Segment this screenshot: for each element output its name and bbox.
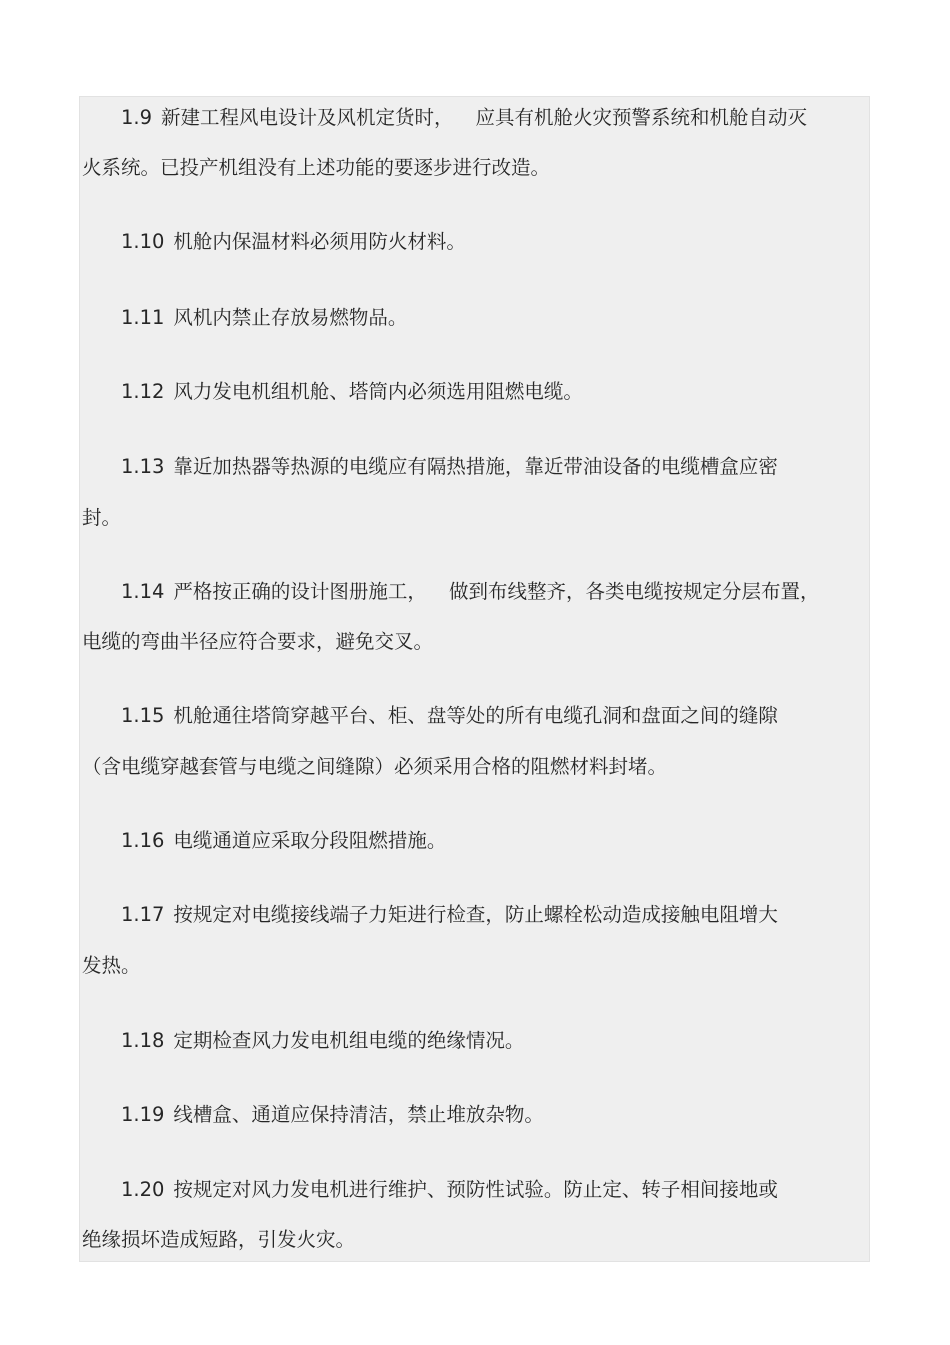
item-number: 1.18 xyxy=(121,1029,165,1052)
item-number: 1.10 xyxy=(121,230,165,253)
item-number: 1.20 xyxy=(121,1178,165,1201)
paragraph-text: 风力发电机组机舱、塔筒内必须选用阻燃电缆。 xyxy=(173,380,583,403)
item-number: 1.11 xyxy=(121,306,165,329)
paragraph-text: 靠近加热器等热源的电缆应有隔热措施，靠近带油设备的电缆槽盒应密 xyxy=(173,455,778,478)
paragraph-1-20-line-1 xyxy=(121,1177,778,1203)
paragraph-text: 做到布线整齐，各类电缆按规定分层布置， xyxy=(448,580,820,603)
paragraph-1-13-line-1 xyxy=(121,454,778,480)
paragraph-1-20-line-2: 绝缘损坏造成短路，引发火灾。 xyxy=(82,1228,356,1251)
paragraph-1-14-line-1 xyxy=(121,579,819,605)
paragraph-text: 线槽盒、通道应保持清洁，禁止堆放杂物。 xyxy=(173,1103,544,1126)
item-number: 1.16 xyxy=(121,829,165,852)
paragraph-text: 新建工程风电设计及风机定货时， xyxy=(161,106,454,129)
paragraph-text: 机舱内保温材料必须用防火材料。 xyxy=(173,230,466,253)
item-number: 1.9 xyxy=(121,106,153,129)
paragraph-1-10 xyxy=(121,229,466,255)
paragraph-1-17-line-2: 发热。 xyxy=(82,954,141,977)
paragraph-text: 按规定对电缆接线端子力矩进行检查，防止螺栓松动造成接触电阻增大 xyxy=(173,903,778,926)
content-panel xyxy=(79,96,870,1262)
paragraph-1-15-line-2: （含电缆穿越套管与电缆之间缝隙）必须采用合格的阻燃材料封堵。 xyxy=(82,755,668,778)
paragraph-text: 电缆通道应采取分段阻燃措施。 xyxy=(173,829,447,852)
paragraph-text: 按规定对风力发电机进行维护、预防性试验。防止定、转子相间接地或 xyxy=(173,1178,778,1201)
item-number: 1.17 xyxy=(121,903,165,926)
item-number: 1.15 xyxy=(121,704,165,727)
item-number: 1.14 xyxy=(121,580,165,603)
paragraph-text: 严格按正确的设计图册施工， xyxy=(173,580,427,603)
paragraph-1-9-line-1 xyxy=(121,105,807,131)
item-number: 1.12 xyxy=(121,380,165,403)
paragraph-1-16 xyxy=(121,828,446,854)
paragraph-1-17-line-1 xyxy=(121,902,778,928)
paragraph-1-12 xyxy=(121,379,583,405)
paragraph-1-18 xyxy=(121,1028,524,1054)
paragraph-1-15-line-1 xyxy=(121,703,778,729)
paragraph-text: 机舱通往塔筒穿越平台、柜、盘等处的所有电缆孔洞和盘面之间的缝隙 xyxy=(173,704,778,727)
item-number: 1.19 xyxy=(121,1103,165,1126)
paragraph-text: 应具有机舱火灾预警系统和机舱自动灭 xyxy=(475,106,808,129)
paragraph-text: 风机内禁止存放易燃物品。 xyxy=(173,306,408,329)
paragraph-1-11 xyxy=(121,305,407,331)
item-number: 1.13 xyxy=(121,455,165,478)
paragraph-1-9-line-2: 火系统。已投产机组没有上述功能的要逐步进行改造。 xyxy=(82,156,551,179)
paragraph-1-19 xyxy=(121,1102,544,1128)
paragraph-1-14-line-2: 电缆的弯曲半径应符合要求，避免交叉。 xyxy=(82,630,434,653)
paragraph-1-13-line-2: 封。 xyxy=(82,506,122,529)
paragraph-text: 定期检查风力发电机组电缆的绝缘情况。 xyxy=(173,1029,525,1052)
